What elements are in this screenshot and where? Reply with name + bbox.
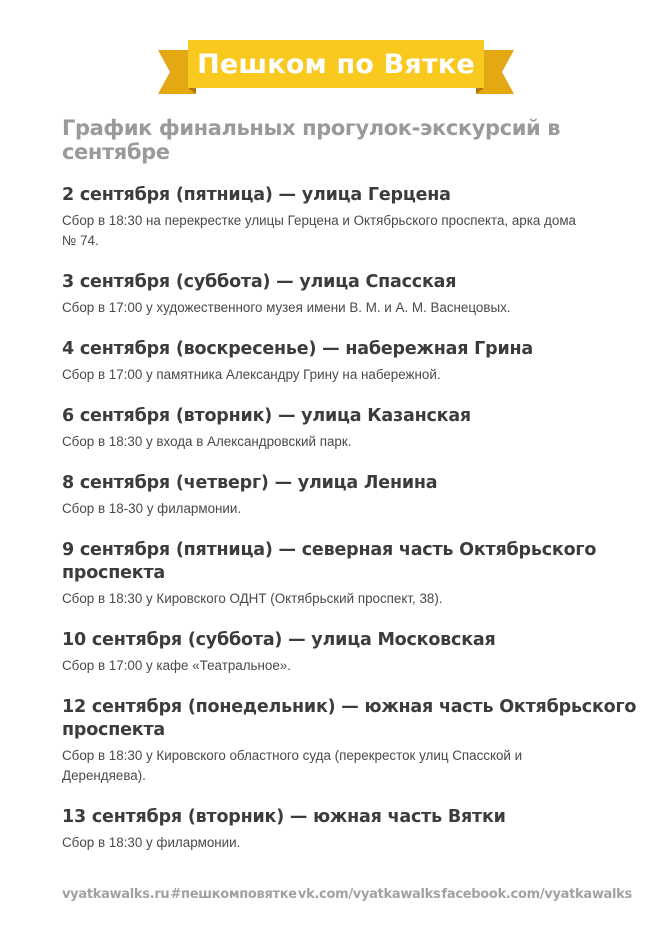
event-description: Сбор в 17:00 у кафе «Театральное». — [62, 658, 291, 673]
event-item — [62, 271, 642, 318]
events-list — [62, 184, 642, 873]
event-item — [62, 472, 642, 519]
event-title: 3 сентября (суббота) — улица Спасская — [62, 272, 457, 292]
event-title: 10 сентября (суббота) — улица Московская — [62, 630, 496, 650]
event-item — [62, 338, 642, 385]
footer-link-hashtag[interactable]: #пешкомповятке — [170, 887, 297, 902]
event-description: Сбор в 18:30 у Кировского областного суда (перекресток улиц Спасской и Дерендяева). — [62, 748, 523, 783]
event-item — [62, 539, 642, 609]
event-title: 12 сентября (понедельник) — южная часть Октябрьского проспекта — [62, 697, 637, 740]
event-description: Сбор в 18:30 на перекрестке улицы Герцена и Октябрьского проспекта, арка дома № 74. — [62, 213, 576, 248]
footer-link-vk[interactable]: vk.com/vyatkawalks — [297, 887, 441, 902]
footer-link-website[interactable]: vyatkawalks.ru — [62, 887, 170, 902]
event-title: 13 сентября (вторник) — южная часть Вятки — [62, 807, 506, 827]
event-description: Сбор в 17:00 у художественного музея имени В. М. и А. М. Васнецовых. — [62, 300, 511, 315]
event-description: Сбор в 17:00 у памятника Александру Грину на набережной. — [62, 367, 441, 382]
event-description: Сбор в 18:30 у Кировского ОДНТ (Октябрьский проспект, 38). — [62, 591, 443, 606]
event-title: 6 сентября (вторник) — улица Казанская — [62, 406, 471, 426]
event-title: 2 сентября (пятница) — улица Герцена — [62, 185, 451, 205]
event-item — [62, 696, 642, 786]
header-ribbon-banner — [158, 40, 514, 94]
event-title: 8 сентября (четверг) — улица Ленина — [62, 473, 438, 493]
event-title: 9 сентября (пятница) — северная часть Октябрьского проспекта — [62, 540, 597, 583]
page-subtitle: График финальных прогулок-экскурсий в сентябре — [62, 116, 561, 164]
event-title: 4 сентября (воскресенье) — набережная Грина — [62, 339, 534, 359]
event-item — [62, 629, 642, 676]
event-item — [62, 405, 642, 452]
page-title: Пешком по Вятке — [197, 48, 475, 80]
event-description: Сбор в 18:30 у входа в Александровский парк. — [62, 434, 352, 449]
footer-link-facebook[interactable]: facebook.com/vyatkawalks — [441, 887, 632, 902]
event-item — [62, 184, 642, 251]
footer-links — [62, 887, 632, 902]
event-item — [62, 806, 642, 853]
event-description: Сбор в 18-30 у филармонии. — [62, 501, 242, 516]
event-description: Сбор в 18:30 у филармонии. — [62, 835, 241, 850]
